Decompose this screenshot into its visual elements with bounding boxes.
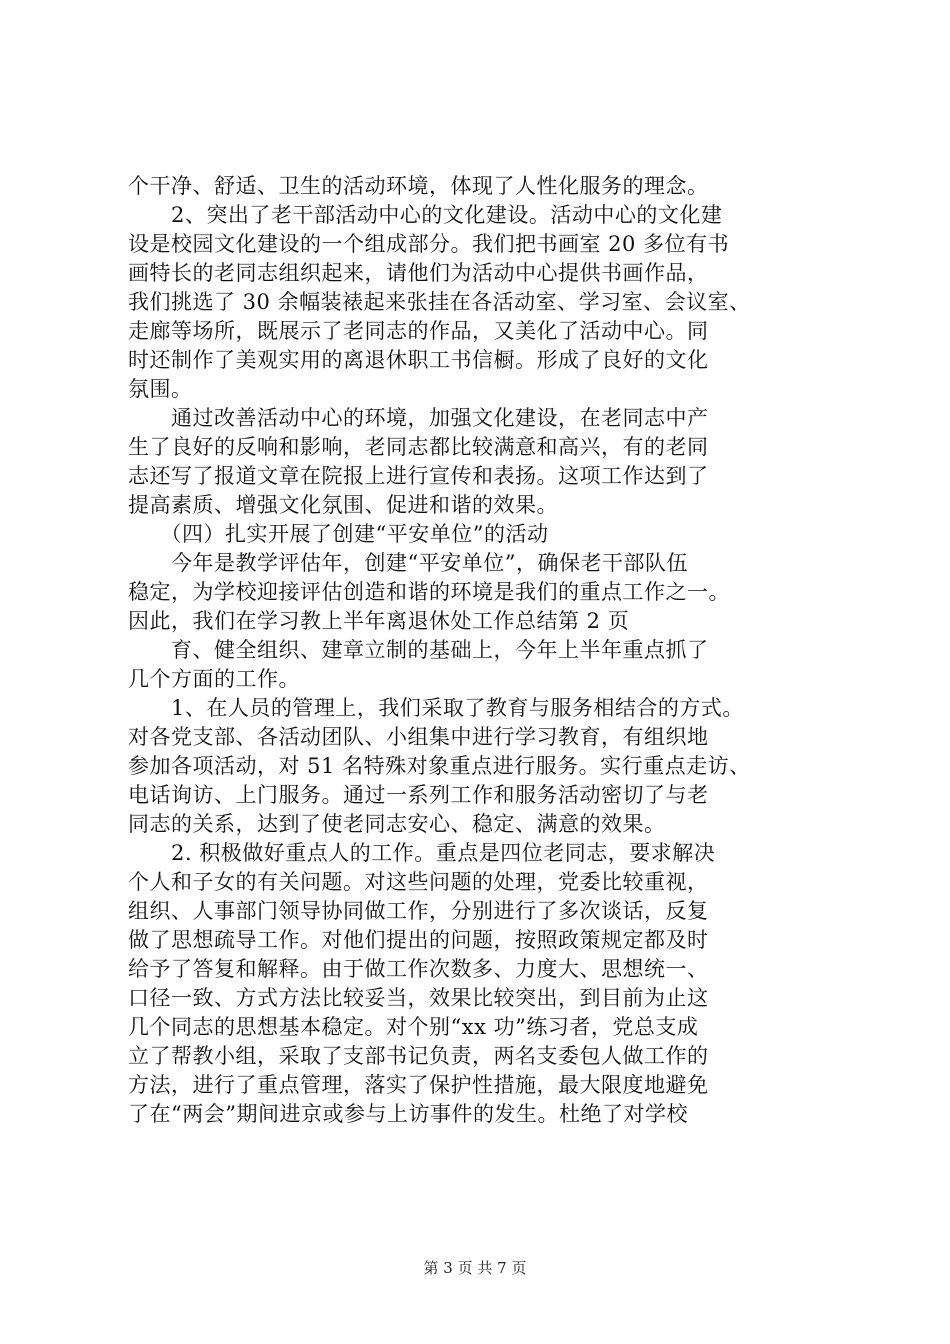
- text-line: 稳定，为学校迎接评估创造和谐的环境是我们的重点工作之一。: [128, 580, 730, 604]
- text-line: 个干净、舒适、卫生的活动环境，体现了人性化服务的理念。: [128, 174, 709, 198]
- text-line: 我们挑选了 30 余幅装裱起来张挂在各活动室、学习室、会议室、: [128, 290, 751, 314]
- text-line: 志还写了报道文章在院报上进行宣传和表扬。这项工作达到了: [128, 464, 709, 488]
- section-heading: （四）扎实开展了创建“平安单位”的活动: [128, 522, 549, 546]
- text-line: 育、健全组织、建章立制的基础上，今年上半年重点抓了: [128, 638, 709, 662]
- text-line: 个人和子女的有关问题。对这些问题的处理，党委比较重视，: [128, 870, 709, 894]
- text-line: 画特长的老同志组织起来，请他们为活动中心提供书画作品，: [128, 261, 709, 285]
- text-line: 几个同志的思想基本稳定。对个别“xx 功”练习者，党总支成: [128, 1015, 699, 1039]
- text-line: 1、在人员的管理上，我们采取了教育与服务相结合的方式。: [128, 696, 744, 720]
- text-line: 生了良好的反响和影响，老同志都比较满意和高兴，有的老同: [128, 435, 709, 459]
- document-body: [128, 172, 828, 1129]
- text-line: 做了思想疏导工作。对他们提出的问题，按照政策规定都及时: [128, 928, 709, 952]
- text-line: 给予了答复和解释。由于做工作次数多、力度大、思想统一、: [128, 957, 709, 981]
- text-line: 通过改善活动中心的环境，加强文化建设，在老同志中产: [128, 406, 709, 430]
- text-line: 设是校园文化建设的一个组成部分。我们把书画室 20 多位有书: [128, 232, 730, 256]
- text-line: 同志的关系，达到了使老同志安心、稳定、满意的效果。: [128, 812, 666, 836]
- text-line: 今年是教学评估年，创建“平安单位”，确保老干部队伍: [128, 551, 688, 575]
- text-line: 立了帮教小组，采取了支部书记负责，两名支委包人做工作的: [128, 1044, 709, 1068]
- text-line: 提高素质、增强文化氛围、促进和谐的效果。: [128, 493, 558, 517]
- text-line: 参加各项活动，对 51 名特殊对象重点进行服务。实行重点走访、: [128, 754, 751, 778]
- text-line: 对各党支部、各活动团队、小组集中进行学习教育，有组织地: [128, 725, 709, 749]
- text-line: 了在“两会”期间进京或参与上访事件的发生。杜绝了对学校: [128, 1102, 688, 1126]
- text-line: 几个方面的工作。: [128, 667, 300, 691]
- text-line: 因此，我们在学习教上半年离退休处工作总结第 2 页: [128, 609, 630, 633]
- text-line: 氛围。: [128, 377, 193, 401]
- text-line: 电话询访、上门服务。通过一系列工作和服务活动密切了与老: [128, 783, 709, 807]
- text-line: 口径一致、方式方法比较妥当，效果比较突出，到目前为止这: [128, 986, 709, 1010]
- text-line: 走廊等场所，既展示了老同志的作品，又美化了活动中心。同: [128, 319, 709, 343]
- text-line: 2、突出了老干部活动中心的文化建设。活动中心的文化建: [128, 203, 723, 227]
- text-line: 2. 积极做好重点人的工作。重点是四位老同志，要求解决: [128, 841, 716, 865]
- text-line: 方法，进行了重点管理，落实了保护性措施，最大限度地避免: [128, 1073, 709, 1097]
- text-line: 时还制作了美观实用的离退休职工书信橱。形成了良好的文化: [128, 348, 709, 372]
- text-line: 组织、人事部门领导协同做工作，分别进行了多次谈话，反复: [128, 899, 709, 923]
- page-footer: 第 3 页 共 7 页: [423, 1259, 527, 1277]
